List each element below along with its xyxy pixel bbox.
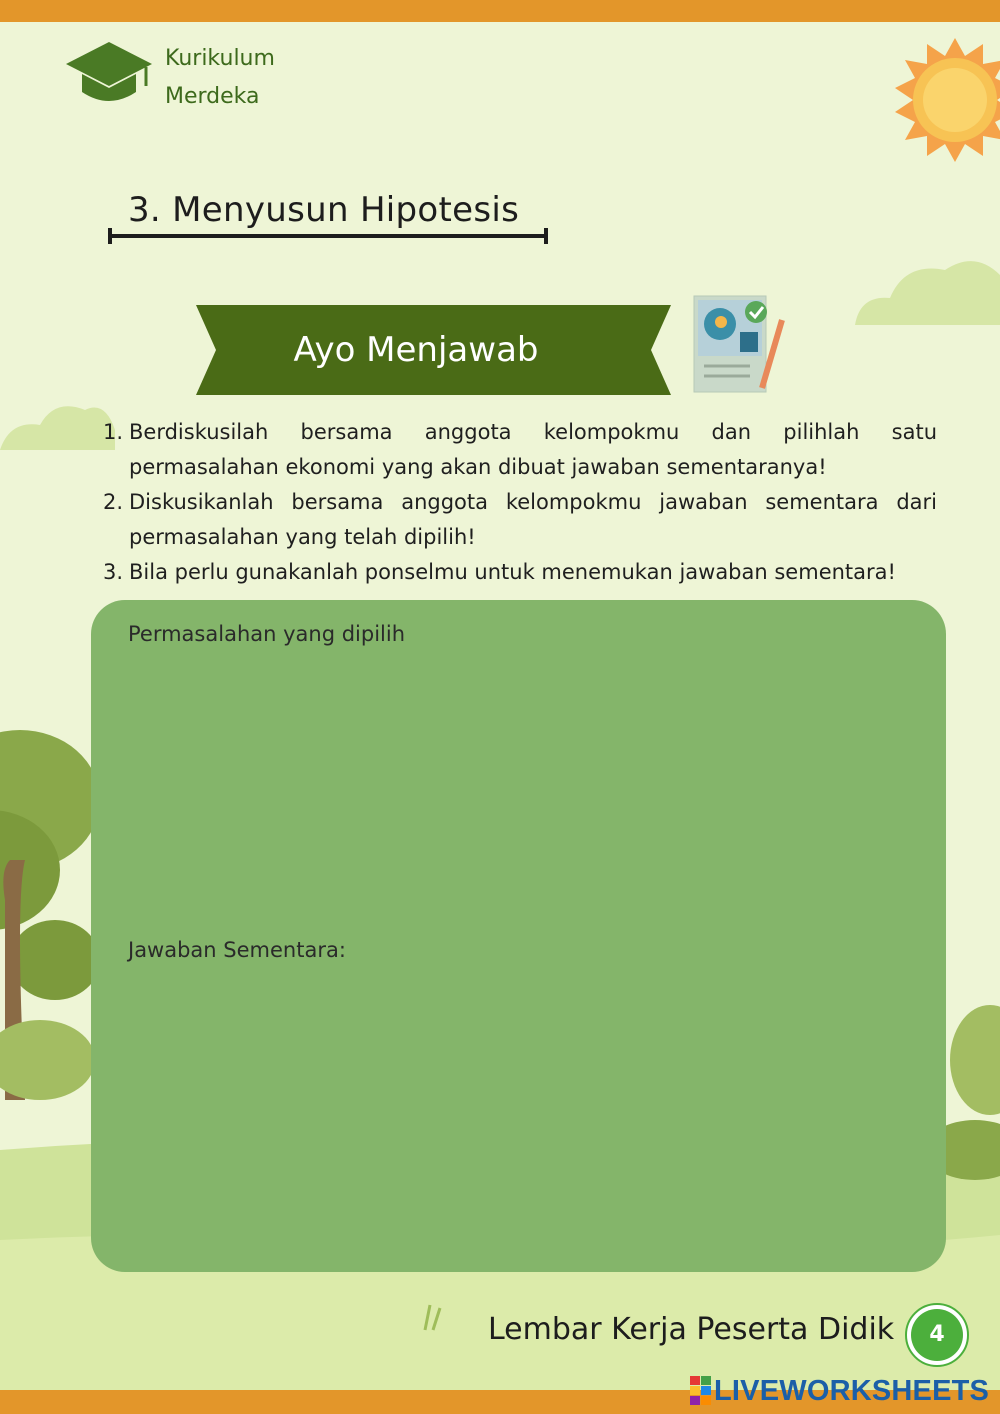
page-number: 4 — [929, 1322, 945, 1347]
list-number: 1. — [102, 420, 123, 444]
list-item — [95, 415, 937, 485]
list-text: Diskusikanlah bersama anggota kelompokmu jawaban sementara dari permasalahan yang telah dipilih! — [129, 490, 937, 549]
list-text: Berdiskusilah bersama anggota kelompokmu dan pilihlah satu permasalahan ekonomi yang akan dibuat jawaban sementaranya! — [129, 420, 937, 479]
graduation-cap-icon — [64, 40, 154, 112]
liveworksheets-squares-icon — [690, 1376, 712, 1406]
list-text: Bila perlu gunakanlah ponselmu untuk menemukan jawaban sementara! — [129, 560, 896, 584]
list-number: 3. — [102, 560, 123, 584]
hypothesis-label: Jawaban Sementara: — [128, 938, 346, 962]
logo-line-2: Merdeka — [165, 84, 260, 109]
problem-label: Permasalahan yang dipilih — [128, 622, 406, 646]
sun-icon — [890, 30, 1000, 170]
list-item — [95, 485, 937, 555]
liveworksheets-text: LIVEWORKSHEETS — [714, 1374, 990, 1407]
curriculum-logo-text — [165, 40, 275, 116]
footer-title: Lembar Kerja Peserta Didik — [488, 1312, 895, 1347]
title-underline — [108, 226, 548, 246]
list-number: 2. — [102, 490, 123, 514]
answer-box[interactable] — [91, 600, 946, 1272]
idea-document-icon — [690, 292, 790, 396]
banner-title: Ayo Menjawab — [293, 330, 539, 370]
logo-line-1: Kurikulum — [165, 46, 275, 71]
top-color-band — [0, 0, 1000, 22]
instruction-list — [95, 415, 937, 590]
liveworksheets-logo[interactable] — [690, 1374, 989, 1408]
section-title: 3. Menyusun Hipotesis — [128, 190, 520, 230]
list-item — [95, 555, 937, 590]
